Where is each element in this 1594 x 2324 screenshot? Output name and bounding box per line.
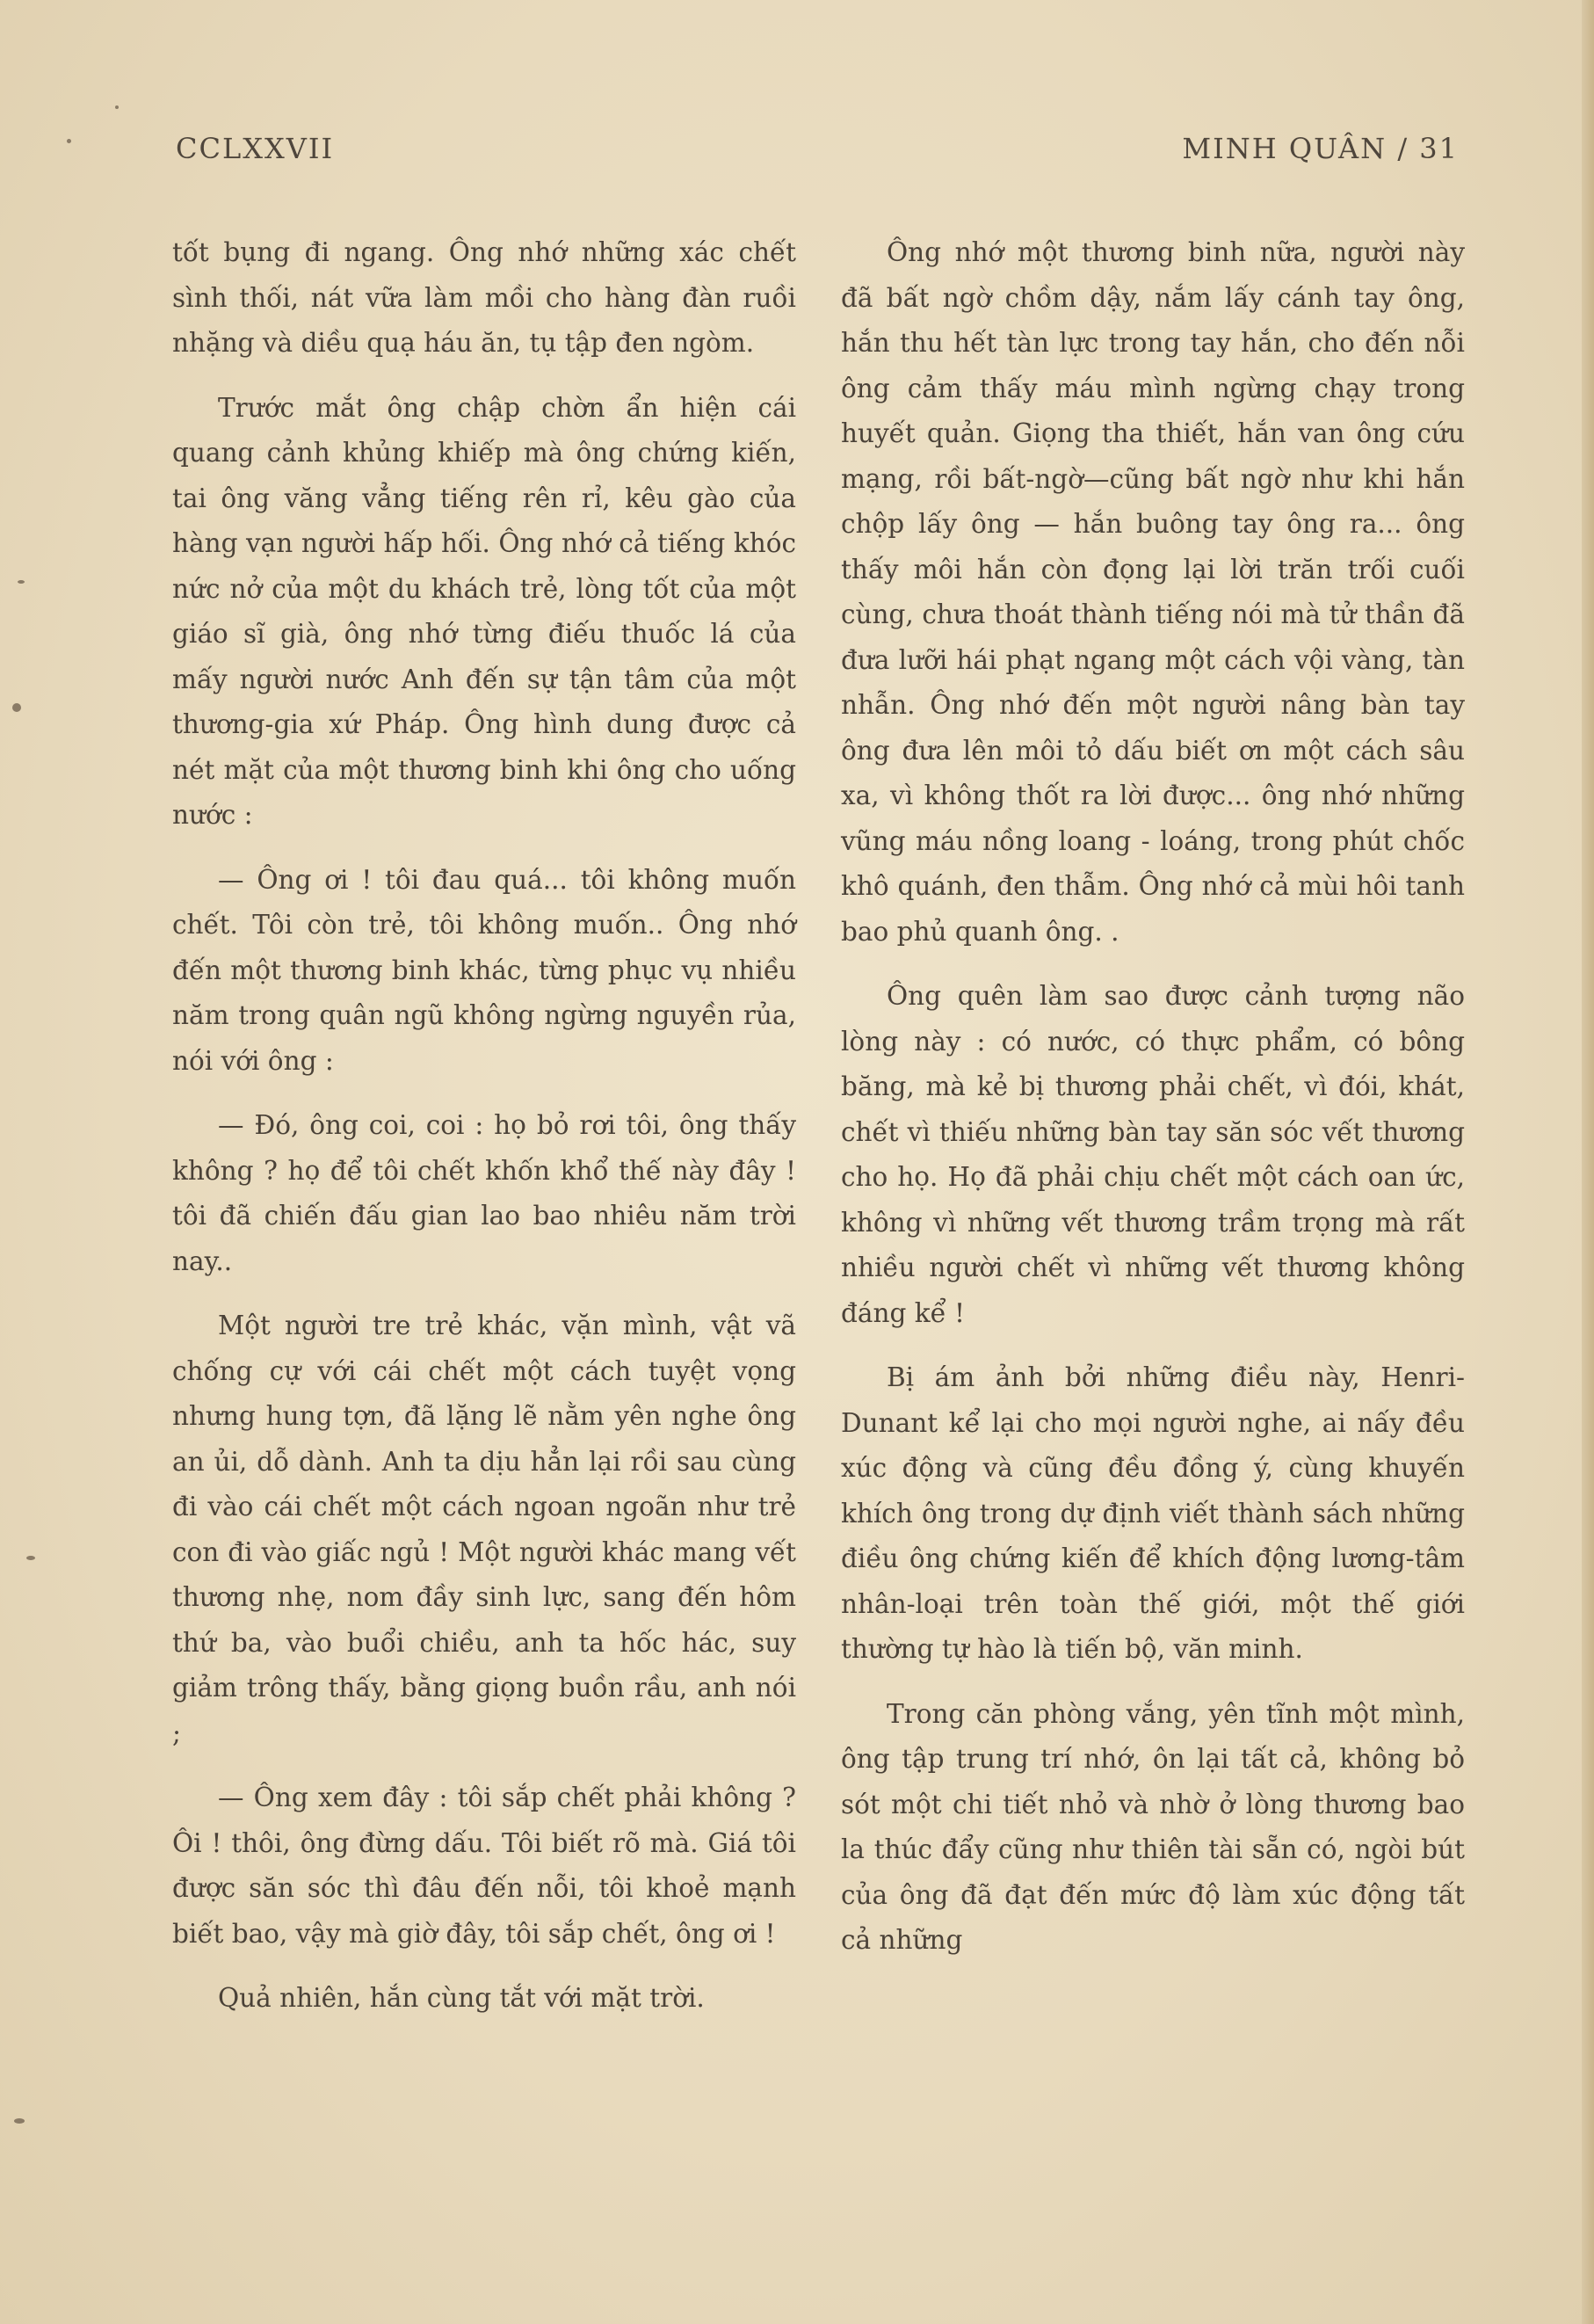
speck <box>14 2118 25 2124</box>
paragraph: Quả nhiên, hắn cùng tắt với mặt trời. <box>218 1983 705 2013</box>
paragraph: — Ông ơi ! tôi đau quá... tôi không muốn chết. Tôi còn trẻ, tôi không muốn.. Ông nhớ đến một thương binh khác, từng phục vụ nhiều năm trong quân ngũ không ngừng nguyền rủa, nói với ông : <box>172 864 796 1076</box>
paragraph: Ông nhớ một thương binh nữa, người này đã bất ngờ chồm dậy, nắm lấy cánh tay ông, hắn thu hết tàn lực trong tay hắn, cho đến nỗi ông cảm thấy máu mình ngừng chạy trong huyết quản. Giọng tha thiết, hắn van ông cứu mạng, rồi bất-ngờ—cũng bất ngờ như khi hắn chộp lấy ông — hắn buông tay ông ra... ông thấy môi hắn còn đọng lại lời trăn trối cuối cùng, chưa thoát thành tiếng nói mà tử thần đã đưa lưỡi hái phạt ngang một cách vội vàng, tàn nhẫn. Ông nhớ đến một người nâng bàn tay ông đưa lên môi tỏ dấu biết ơn một cách sâu xa, vì không thốt ra lời được... ông nhớ những vũng máu nồng loang - loáng, trong phút chốc khô quánh, đen thẫm. Ông nhớ cả mùi hôi tanh bao phủ quanh ông. . <box>841 237 1465 947</box>
chapter-number: CCLXXVII <box>176 132 335 165</box>
speck <box>18 580 25 584</box>
paragraph: Trước mắt ông chập chờn ẩn hiện cái quang cảnh khủng khiếp mà ông chứng kiến, tai ông văng vẳng tiếng rên rỉ, kêu gào của hàng vạn người hấp hối. Ông nhớ cả tiếng khóc nức nở của một du khách trẻ, lòng tốt của một giáo sĩ già, ông nhớ từng điếu thuốc lá của mấy người nước Anh đến sự tận tâm của một thương-gia xứ Pháp. Ông hình dung được cả nét mặt của một thương binh khi ông cho uống nước : <box>172 392 796 830</box>
page-edge <box>1582 0 1594 2324</box>
paragraph: — Ông xem đây : tôi sắp chết phải không ? Ôi ! thôi, ông đừng dấu. Tôi biết rõ mà. Giá tôi được săn sóc thì đâu đến nỗi, tôi khoẻ mạnh biết bao, vậy mà giờ đây, tôi sắp chết, ông ơi ! <box>172 1783 796 1949</box>
author-and-page-number: MINH QUÂN / 31 <box>1182 132 1459 165</box>
speck <box>26 1556 35 1560</box>
speck <box>12 703 21 712</box>
paragraph: — Đó, ông coi, coi : họ bỏ rơi tôi, ông thấy không ? họ để tôi chết khốn khổ thế này đây ! tôi đã chiến đấu gian lao bao nhiêu năm trời nay.. <box>172 1110 796 1276</box>
paragraph: tốt bụng đi ngang. Ông nhớ những xác chết sình thối, nát vữa làm mồi cho hàng đàn ruồi nhặng và diều quạ háu ăn, tụ tập đen ngòm. <box>172 237 796 358</box>
speck <box>115 105 119 109</box>
paragraph: Bị ám ảnh bởi những điều này, Henri-Dunant kể lại cho mọi người nghe, ai nấy đều xúc động và cũng đều đồng ý, cùng khuyến khích ông trong dự định viết thành sách những điều ông chứng kiến để khích động lương-tâm nhân-loại trên toàn thế giới, một thế giới thường tự hào là tiến bộ, văn minh. <box>841 1362 1465 1664</box>
paragraph: Trong căn phòng vắng, yên tĩnh một mình, ông tập trung trí nhớ, ôn lại tất cả, không bỏ sót một chi tiết nhỏ và nhờ ở lòng thương bao la thúc đẩy cũng như thiên tài sẵn có, ngòi bút của ông đã đạt đến mức độ làm xúc động tất cả những <box>841 1698 1465 1955</box>
left-text-column <box>172 230 796 2022</box>
speck <box>67 139 71 143</box>
page-header <box>176 132 1459 176</box>
right-text-column <box>841 230 1465 1964</box>
paragraph: Một người tre trẻ khác, vặn mình, vật vã chống cự với cái chết một cách tuyệt vọng nhưng hung tợn, đã lặng lẽ nằm yên nghe ông an ủi, dỗ dành. Anh ta dịu hẳn lại rồi sau cùng đi vào cái chết một cách ngoan ngoãn như trẻ con đi vào giấc ngủ ! Một người khác mang vết thương nhẹ, nom đầy sinh lực, sang đến hôm thứ ba, vào buổi chiều, anh ta hốc hác, suy giảm trông thấy, bằng giọng buồn rầu, anh nói ; <box>172 1311 796 1748</box>
paragraph: Ông quên làm sao được cảnh tượng não lòng này : có nước, có thực phẩm, có bông băng, mà kẻ bị thương phải chết, vì đói, khát, chết vì thiếu những bàn tay săn sóc vết thương cho họ. Họ đã phải chịu chết một cách oan ức, không vì những vết thương trầm trọng mà rất nhiều người chết vì những vết thương không đáng kể ! <box>841 981 1465 1328</box>
